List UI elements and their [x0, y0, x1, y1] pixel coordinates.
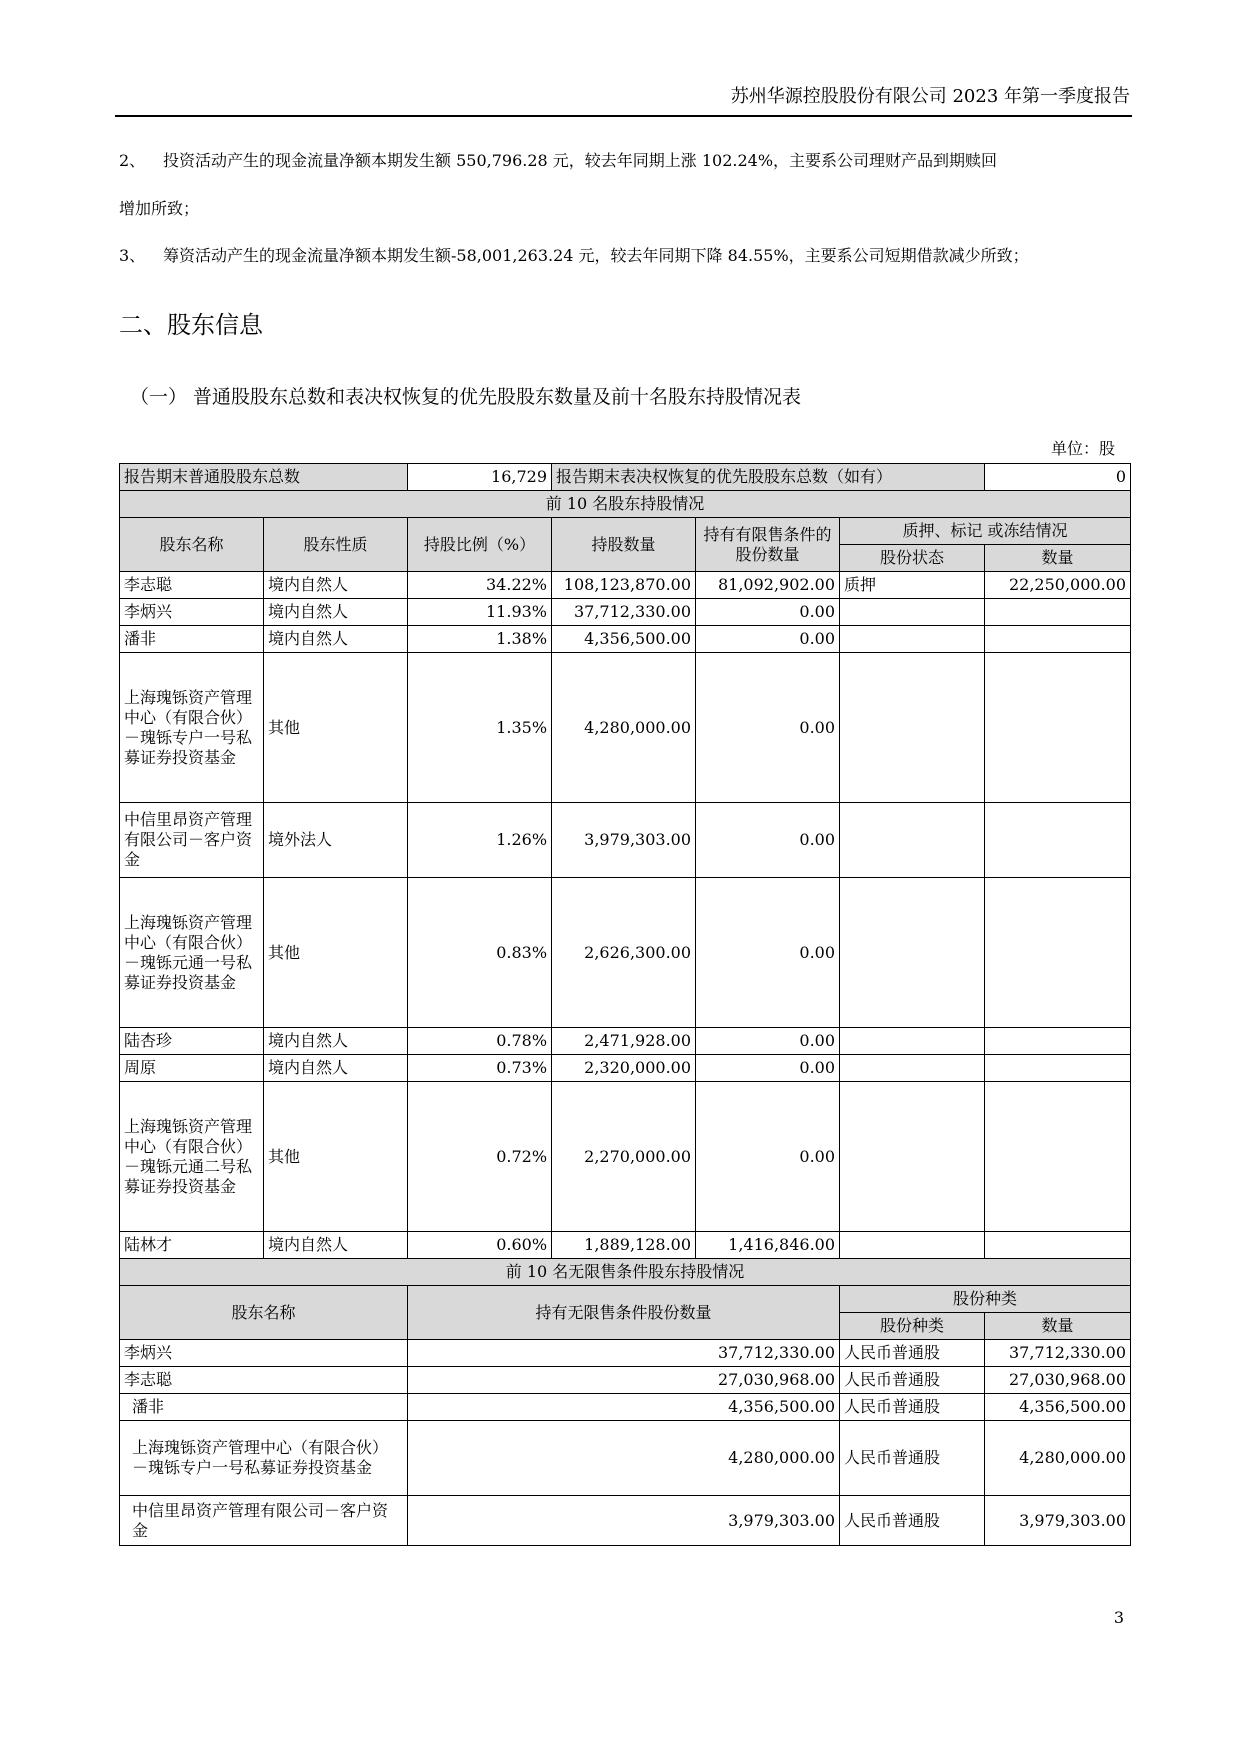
section-title: 二、股东信息 [119, 311, 263, 339]
pledge-status [840, 1232, 985, 1259]
restricted-quantity: 0.00 [696, 878, 840, 1028]
restricted-quantity: 0.00 [696, 1082, 840, 1232]
paragraph-3 [119, 245, 1134, 267]
pledge-status [840, 1028, 985, 1055]
shareholder-nature: 境内自然人 [264, 1028, 408, 1055]
pledge-status [840, 599, 985, 626]
pledge-status [840, 653, 985, 803]
restricted-quantity: 0.00 [696, 653, 840, 803]
pledge-quantity [985, 653, 1131, 803]
section-row [120, 1259, 1131, 1286]
shareholder-name: 李志聪 [120, 572, 264, 599]
unrestricted-quantity: 4,280,000.00 [408, 1421, 840, 1496]
column-header: 持股比例（%） [408, 518, 552, 572]
share-quantity: 37,712,330.00 [552, 599, 696, 626]
shareholder-nature: 境内自然人 [264, 599, 408, 626]
header-row [120, 1286, 1131, 1313]
pledge-status [840, 626, 985, 653]
shareholder-name: 潘非 [120, 626, 264, 653]
shareholder-nature: 其他 [264, 1082, 408, 1232]
column-header: 股份种类 [840, 1286, 1131, 1313]
shareholder-table-body [120, 464, 1131, 1546]
shareholder-name: 潘非 [120, 1394, 408, 1421]
shareholder-name: 李炳兴 [120, 599, 264, 626]
page-number: 3 [1113, 1608, 1124, 1627]
table-row [120, 878, 1131, 1028]
share-type: 人民币普通股 [840, 1367, 985, 1394]
restricted-quantity: 0.00 [696, 1028, 840, 1055]
share-type: 人民币普通股 [840, 1496, 985, 1546]
column-header: 数量 [985, 1313, 1131, 1340]
column-header: 股东名称 [120, 518, 264, 572]
summary-value: 16,729 [408, 464, 552, 491]
table-row [120, 1394, 1131, 1421]
shareholder-nature: 其他 [264, 653, 408, 803]
shareholder-nature: 其他 [264, 878, 408, 1028]
restricted-quantity: 81,092,902.00 [696, 572, 840, 599]
pledge-status [840, 803, 985, 878]
paragraph-number: 2、 [119, 151, 146, 170]
table-row [120, 1496, 1131, 1546]
restricted-quantity: 0.00 [696, 599, 840, 626]
section-row [120, 491, 1131, 518]
share-quantity: 1,889,128.00 [552, 1232, 696, 1259]
restricted-quantity: 1,416,846.00 [696, 1232, 840, 1259]
paragraph-number: 3、 [119, 246, 146, 265]
table-row [120, 1232, 1131, 1259]
share-ratio: 0.78% [408, 1028, 552, 1055]
shareholder-name: 陆杏珍 [120, 1028, 264, 1055]
summary-value: 0 [985, 464, 1131, 491]
share-ratio: 0.73% [408, 1055, 552, 1082]
share-type: 人民币普通股 [840, 1394, 985, 1421]
shareholder-name: 中信里昂资产管理有限公司－客户资金 [120, 803, 264, 878]
pledge-quantity [985, 1055, 1131, 1082]
column-header: 股份状态 [840, 545, 985, 572]
share-type: 人民币普通股 [840, 1340, 985, 1367]
shareholder-nature: 境内自然人 [264, 626, 408, 653]
shareholder-nature: 境内自然人 [264, 1055, 408, 1082]
share-type-quantity: 4,280,000.00 [985, 1421, 1131, 1496]
share-ratio: 1.38% [408, 626, 552, 653]
subsection-title: （一） 普通股股东总数和表决权恢复的优先股股东数量及前十名股东持股情况表 [130, 386, 802, 408]
shareholder-nature: 境外法人 [264, 803, 408, 878]
table-row [120, 1421, 1131, 1496]
share-ratio: 0.72% [408, 1082, 552, 1232]
unrestricted-quantity: 27,030,968.00 [408, 1367, 840, 1394]
restricted-quantity: 0.00 [696, 626, 840, 653]
shareholder-name: 上海瑰铄资产管理中心（有限合伙）－瑰铄专户一号私募证券投资基金 [120, 1421, 408, 1496]
table-section-title: 前 10 名股东持股情况 [120, 491, 1131, 518]
paragraph-2-continued: 增加所致； [119, 199, 200, 218]
column-header: 数量 [985, 545, 1131, 572]
column-header: 股份种类 [840, 1313, 985, 1340]
table-row [120, 1082, 1131, 1232]
shareholder-name: 李炳兴 [120, 1340, 408, 1367]
table-row [120, 1367, 1131, 1394]
share-quantity: 2,270,000.00 [552, 1082, 696, 1232]
column-header: 持股数量 [552, 518, 696, 572]
unrestricted-quantity: 3,979,303.00 [408, 1496, 840, 1546]
summary-row [120, 464, 1131, 491]
shareholder-name: 陆林才 [120, 1232, 264, 1259]
pledge-quantity [985, 599, 1131, 626]
pledge-status [840, 878, 985, 1028]
paragraph-2 [119, 150, 1134, 172]
share-type-quantity: 37,712,330.00 [985, 1340, 1131, 1367]
table-row [120, 1028, 1131, 1055]
column-header: 持有有限售条件的股份数量 [696, 518, 840, 572]
pledge-quantity [985, 803, 1131, 878]
share-ratio: 1.26% [408, 803, 552, 878]
table-row [120, 626, 1131, 653]
share-ratio: 34.22% [408, 572, 552, 599]
restricted-quantity: 0.00 [696, 1055, 840, 1082]
share-quantity: 3,979,303.00 [552, 803, 696, 878]
share-quantity: 2,626,300.00 [552, 878, 696, 1028]
pledge-quantity [985, 626, 1131, 653]
share-ratio: 11.93% [408, 599, 552, 626]
share-quantity: 4,356,500.00 [552, 626, 696, 653]
unrestricted-quantity: 37,712,330.00 [408, 1340, 840, 1367]
table-row [120, 572, 1131, 599]
shareholder-name: 上海瑰铄资产管理中心（有限合伙）－瑰铄元通二号私募证券投资基金 [120, 1082, 264, 1232]
pledge-quantity [985, 1232, 1131, 1259]
pledge-status: 质押 [840, 572, 985, 599]
shareholder-name: 周原 [120, 1055, 264, 1082]
shareholder-table [119, 463, 1131, 1546]
table-row [120, 653, 1131, 803]
shareholder-name: 中信里昂资产管理有限公司－客户资金 [120, 1496, 408, 1546]
share-type-quantity: 4,356,500.00 [985, 1394, 1131, 1421]
unrestricted-quantity: 4,356,500.00 [408, 1394, 840, 1421]
pledge-quantity [985, 878, 1131, 1028]
summary-label: 报告期末表决权恢复的优先股股东总数（如有） [552, 464, 985, 491]
table-row [120, 1055, 1131, 1082]
share-ratio: 0.60% [408, 1232, 552, 1259]
shareholder-name: 上海瑰铄资产管理中心（有限合伙）－瑰铄专户一号私募证券投资基金 [120, 653, 264, 803]
pledge-quantity [985, 1028, 1131, 1055]
table-row [120, 803, 1131, 878]
column-header: 股东性质 [264, 518, 408, 572]
shareholder-nature: 境内自然人 [264, 1232, 408, 1259]
table-section-title: 前 10 名无限售条件股东持股情况 [120, 1259, 1131, 1286]
column-header: 质押、标记 或冻结情况 [840, 518, 1131, 545]
unit-label: 单位：股 [1050, 439, 1115, 458]
table-row [120, 599, 1131, 626]
share-ratio: 0.83% [408, 878, 552, 1028]
table-row [120, 1340, 1131, 1367]
column-header: 股东名称 [120, 1286, 408, 1340]
share-type: 人民币普通股 [840, 1421, 985, 1496]
share-quantity: 108,123,870.00 [552, 572, 696, 599]
shareholder-name: 李志聪 [120, 1367, 408, 1394]
column-header: 持有无限售条件股份数量 [408, 1286, 840, 1340]
pledge-quantity [985, 1082, 1131, 1232]
shareholder-name: 上海瑰铄资产管理中心（有限合伙）－瑰铄元通一号私募证券投资基金 [120, 878, 264, 1028]
pledge-status [840, 1055, 985, 1082]
share-ratio: 1.35% [408, 653, 552, 803]
paragraph-text: 投资活动产生的现金流量净额本期发生额 550,796.28 元，较去年同期上涨 102.24%，主要系公司理财产品到期赎回 [163, 151, 998, 170]
page-header: 苏州华源控股股份有限公司 2023 年第一季度报告 [730, 86, 1130, 107]
share-quantity: 2,320,000.00 [552, 1055, 696, 1082]
share-quantity: 4,280,000.00 [552, 653, 696, 803]
shareholder-nature: 境内自然人 [264, 572, 408, 599]
share-type-quantity: 3,979,303.00 [985, 1496, 1131, 1546]
pledge-quantity: 22,250,000.00 [985, 572, 1131, 599]
restricted-quantity: 0.00 [696, 803, 840, 878]
summary-label: 报告期末普通股股东总数 [120, 464, 408, 491]
share-quantity: 2,471,928.00 [552, 1028, 696, 1055]
pledge-status [840, 1082, 985, 1232]
header-rule [115, 115, 1132, 117]
paragraph-text: 筹资活动产生的现金流量净额本期发生额-58,001,263.24 元，较去年同期下降 84.55%，主要系公司短期借款减少所致； [163, 246, 1029, 265]
header-row [120, 518, 1131, 545]
share-type-quantity: 27,030,968.00 [985, 1367, 1131, 1394]
